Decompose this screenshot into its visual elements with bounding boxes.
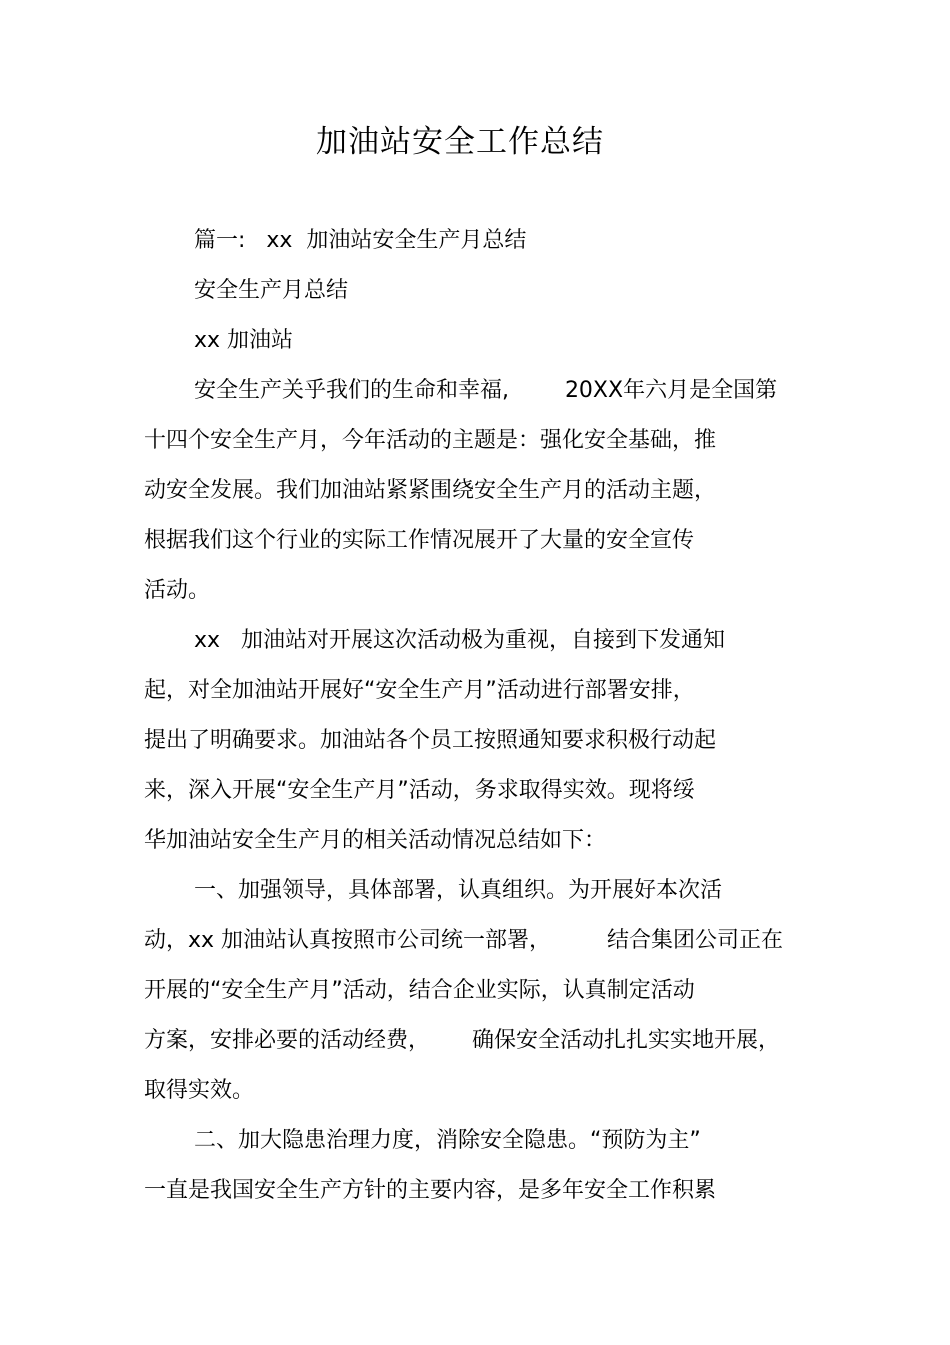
- paragraph-line: 一、加强领导，具体部署，认真组织。为开展好本次活: [194, 878, 723, 903]
- paragraph-line: 动安全发展。我们加油站紧紧围绕安全生产月的活动主题，: [144, 478, 717, 503]
- paragraph-line: 方案，安排必要的活动经费， 确保安全活动扎扎实实地开展，: [144, 1028, 780, 1053]
- paragraph-line: 二、加大隐患治理力度，消除安全隐患。“预防为主”: [194, 1128, 701, 1153]
- subtitle-line: 安全生产月总结: [194, 278, 349, 303]
- document-title: 加油站安全工作总结: [316, 124, 604, 160]
- paragraph-line: 动，xx 加油站认真按照市公司统一部署， 结合集团公司正在: [144, 928, 783, 953]
- paragraph-line: 起，对全加油站开展好“安全生产月”活动进行部署安排，: [144, 678, 695, 703]
- paragraph-line: 取得实效。: [144, 1078, 255, 1103]
- paragraph-line: xx 加油站对开展这次活动极为重视，自接到下发通知: [194, 628, 726, 653]
- paragraph-line: 华加油站安全生产月的相关活动情况总结如下：: [144, 828, 607, 853]
- paragraph-line: 来，深入开展“安全生产月”活动，务求取得实效。现将绥: [144, 778, 695, 803]
- paragraph-line: 根据我们这个行业的实际工作情况展开了大量的安全宣传: [144, 528, 695, 553]
- paragraph-line: 安全生产关乎我们的生命和幸福, 20XX年六月是全国第: [194, 378, 778, 403]
- paragraph-line: 十四个安全生产月，今年活动的主题是：强化安全基础，推: [144, 428, 717, 453]
- paragraph-line: 开展的“安全生产月”活动，结合企业实际，认真制定活动: [144, 978, 695, 1003]
- section-heading-1: 篇一: xx 加油站安全生产月总结: [194, 228, 527, 253]
- paragraph-line: 提出了明确要求。加油站各个员工按照通知要求积极行动起: [144, 728, 717, 753]
- station-name-line: xx 加油站: [194, 328, 294, 353]
- paragraph-line: 活动。: [144, 578, 211, 603]
- paragraph-line: 一直是我国安全生产方针的主要内容，是多年安全工作积累: [144, 1178, 717, 1203]
